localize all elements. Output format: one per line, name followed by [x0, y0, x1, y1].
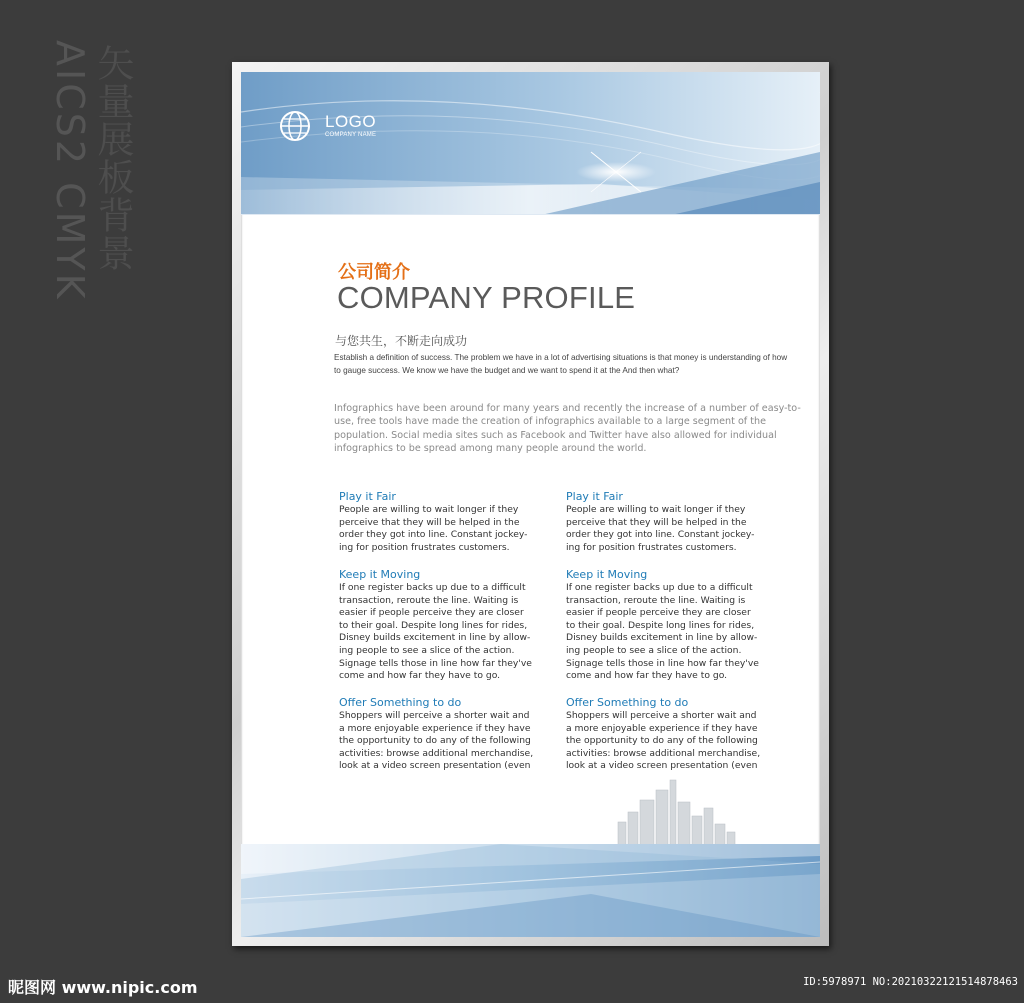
section-keep-it-moving — [339, 568, 559, 683]
section-offer-something — [339, 696, 559, 773]
section-body: Shoppers will perceive a shorter wait and a more enjoyable experience if they have the opportunity to do any of the following activities: browse additional merchandise, look at a video screen presentation (even — [566, 710, 761, 772]
section-body: Shoppers will perceive a shorter wait and a more enjoyable experience if they have the opportunity to do any of the following activities: browse additional merchandise, look at a video screen presentation (even — [339, 710, 534, 772]
section-heading: Keep it Moving — [566, 568, 648, 581]
section-body: People are willing to wait longer if they perceive that they will be helped in the order they got into line. Constant jockey- ing for position frustrates customers. — [339, 504, 528, 553]
section-heading: Play it Fair — [566, 490, 623, 503]
section-body: If one register backs up due to a difficult transaction, reroute the line. Waiting is easier if people perceive they are closer to their goal. Despite long lines for rides, Disney builds excitement in line by allow- ing people to see a slice of the action. Signage tells those in line how far they've come and how far they have to go. — [566, 582, 759, 682]
poster-board — [241, 72, 820, 937]
section-keep-it-moving — [566, 568, 786, 683]
section-play-it-fair — [566, 490, 786, 554]
section-heading: Play it Fair — [339, 490, 396, 503]
logo-company-name: COMPANY NAME — [325, 132, 377, 138]
poster-frame — [232, 62, 829, 946]
footer-band — [241, 844, 820, 937]
section-play-it-fair — [339, 490, 559, 554]
intro-paragraph: Establish a definition of success. The problem we have in a lot of advertising situations is that money is understanding of how to gauge success. We know we have the budget and we want to spend it at the And then what? — [334, 353, 788, 375]
slogan: 与您共生，不断走向成功 — [335, 334, 468, 348]
site-watermark: 昵图网 www.nipic.com — [8, 978, 198, 997]
title-chinese: 公司简介 — [338, 262, 410, 283]
section-body: People are willing to wait longer if they perceive that they will be helped in the order they got into line. Constant jockey- ing for position frustrates customers. — [566, 504, 755, 553]
watermark-title: 矢量展板背景 — [91, 44, 134, 272]
section-heading: Keep it Moving — [339, 568, 421, 581]
watermark-subtitle: AICS2 CMYK — [48, 40, 92, 302]
page-title: COMPANY PROFILE — [337, 280, 636, 315]
image-id-text: ID:5978971 NO:20210322121514878463 — [803, 976, 1018, 988]
logo-text: LOGO — [325, 112, 377, 131]
description-paragraph: Infographics have been around for many years and recently the increase of a number of easy-to-use, free tools have made the creation of infographics available to a large segment of the population. Social media sites such as Facebook and Twitter have also allowed for individual infographics to be spread among many people around the world. — [334, 403, 801, 454]
section-offer-something — [566, 696, 786, 773]
section-heading: Offer Something to do — [339, 696, 462, 709]
section-heading: Offer Something to do — [566, 696, 689, 709]
section-body: If one register backs up due to a difficult transaction, reroute the line. Waiting is easier if people perceive they are closer to their goal. Despite long lines for rides, Disney builds excitement in line by allow- ing people to see a slice of the action. Signage tells those in line how far they've come and how far they have to go. — [339, 582, 532, 682]
